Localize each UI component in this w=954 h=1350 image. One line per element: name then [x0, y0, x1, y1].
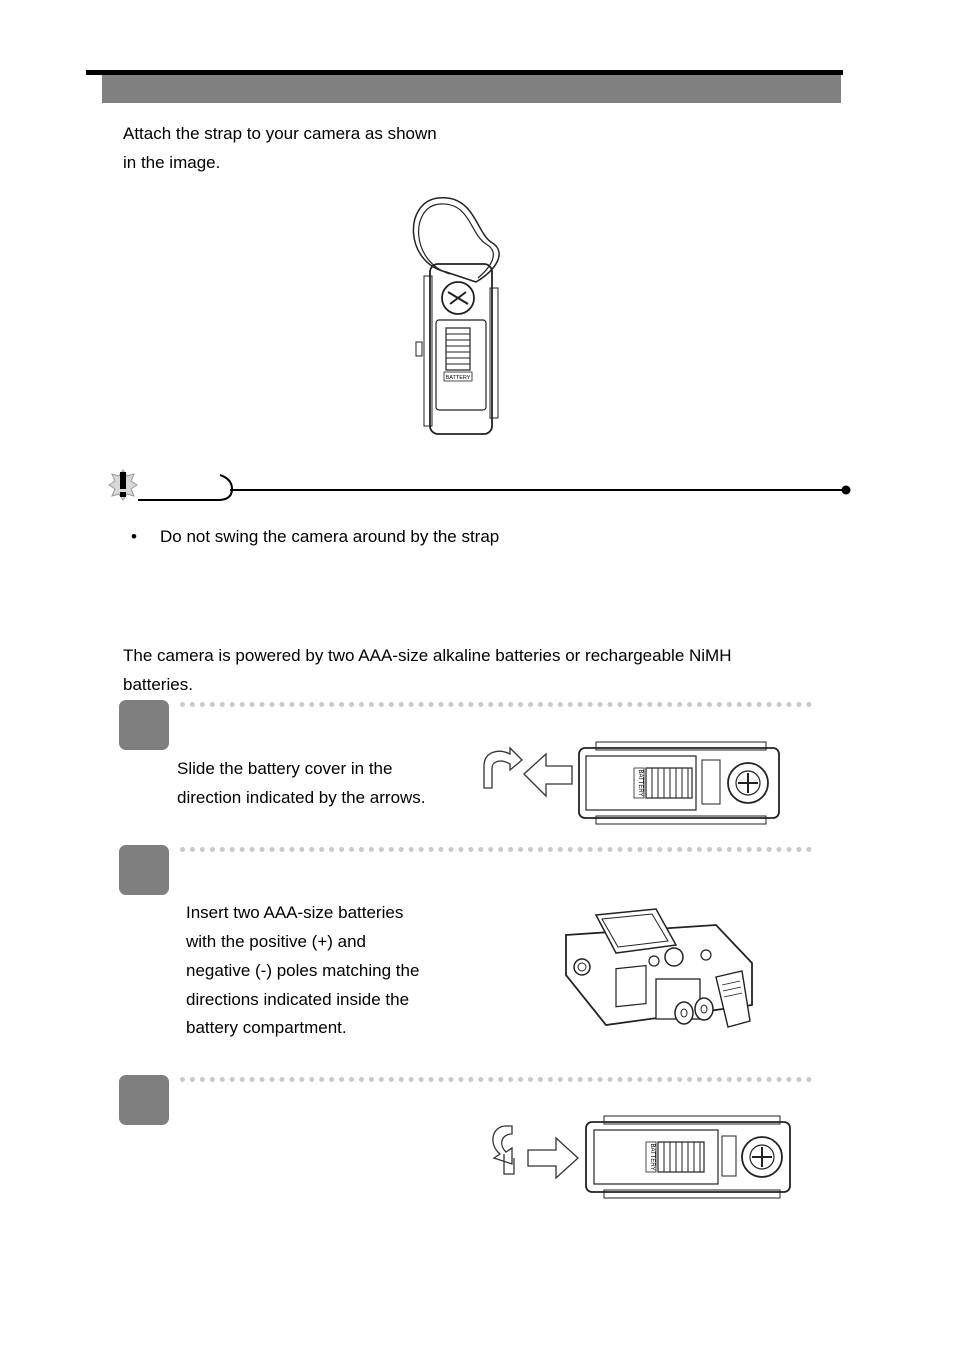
step-3-marker: [119, 1075, 169, 1125]
step-2-divider: [180, 847, 812, 852]
step-1-text-line2: direction indicated by the arrows.: [177, 788, 426, 807]
battery-intro-line2: batteries.: [123, 675, 193, 694]
rotate-arrow-icon: [493, 1126, 514, 1174]
rotate-arrow-icon: [484, 748, 522, 788]
svg-text:BATTERY: BATTERY: [649, 1143, 655, 1171]
note-bullet: •: [131, 527, 137, 546]
step-2-text-line5: battery compartment.: [186, 1018, 347, 1037]
step-2-text-line1: Insert two AAA-size batteries: [186, 903, 404, 922]
step-2-marker: [119, 845, 169, 895]
step-1-text-line1: Slide the battery cover in the: [177, 759, 393, 778]
step-2-text-line4: directions indicated inside the: [186, 990, 410, 1009]
step-2-text-line2: with the positive (+) and: [186, 932, 367, 951]
section-title-bar: [102, 75, 841, 103]
caution-icon: [109, 470, 137, 500]
svg-text:BATTERY: BATTERY: [445, 375, 471, 381]
battery-intro-line1: The camera is powered by two AAA-size alkaline batteries or rechargeable NiMH: [123, 646, 732, 665]
strap-instruction-line1: Attach the strap to your camera as shown: [123, 124, 437, 143]
battery-cover-open-illustration: [476, 738, 786, 830]
insert-batteries-illustration: [556, 905, 760, 1033]
camera-strap-illustration: [396, 192, 526, 442]
step-1-divider: [180, 702, 812, 707]
svg-text:BATTERY: BATTERY: [637, 769, 643, 797]
caution-divider: [108, 466, 853, 506]
battery-cover-close-illustration: [486, 1114, 798, 1200]
step-3-divider: [180, 1077, 812, 1082]
note-item: Do not swing the camera around by the strap: [160, 527, 500, 546]
right-arrow-icon: [528, 1138, 578, 1178]
left-arrow-icon: [524, 754, 572, 796]
step-1-marker: [119, 700, 169, 750]
step-2-text-line3: negative (-) poles matching the: [186, 961, 420, 980]
strap-instruction-line2: in the image.: [123, 153, 221, 172]
